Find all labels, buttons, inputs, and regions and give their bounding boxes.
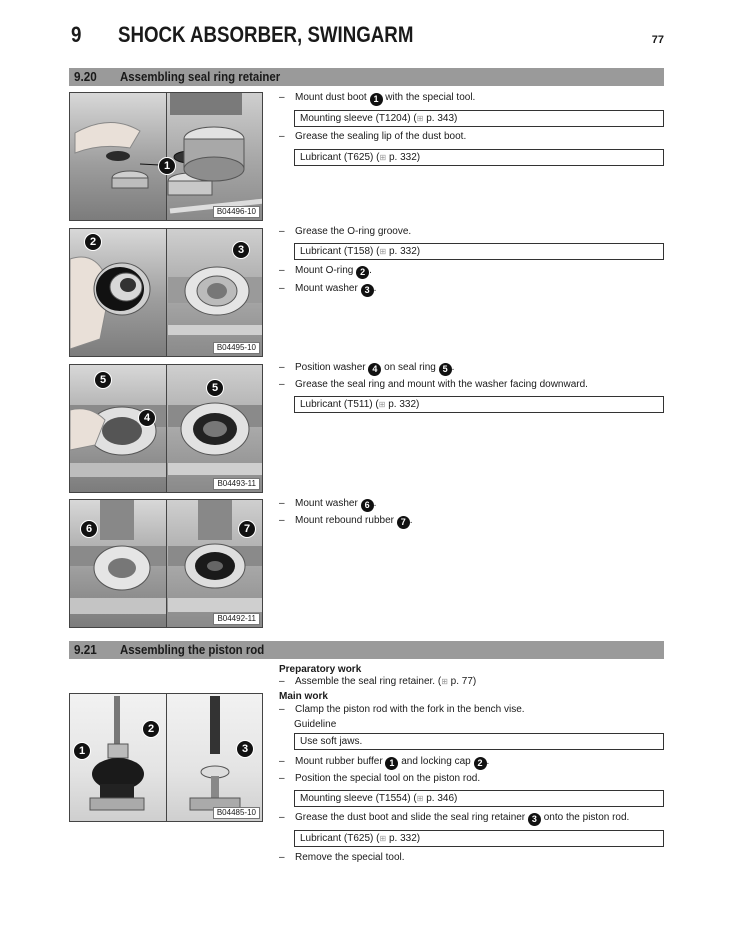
step-dash: – [279, 498, 285, 509]
step-dash: – [279, 812, 285, 823]
step-position-special-tool [279, 773, 480, 785]
step-mount-washer-6 [279, 498, 376, 512]
spec-text: Lubricant (T511) ( [300, 399, 379, 410]
section-title: Assembling seal ring retainer [120, 69, 281, 84]
step-dash: – [279, 704, 285, 715]
spec-text: Lubricant (T625) ( [300, 152, 380, 163]
section-number: 9.20 [74, 69, 97, 84]
callout-badge: 1 [385, 757, 398, 770]
chapter-title: SHOCK ABSORBER, SWINGARM [118, 22, 414, 47]
page-ref-icon: ⊞ [379, 153, 387, 162]
step-mount-dust-boot [279, 92, 475, 106]
step-period: . [486, 756, 490, 767]
spec-text: Lubricant (T158) ( [300, 246, 380, 257]
step-dash: – [279, 756, 285, 767]
step-text: Mount washer [295, 498, 358, 509]
step-dash: – [279, 362, 285, 373]
spec-text: Lubricant (T625) ( [300, 833, 380, 844]
callout-badge: 3 [361, 284, 374, 297]
spec-page-link[interactable]: p. 346) [426, 793, 458, 804]
spec-page-link[interactable]: p. 332) [388, 152, 421, 163]
photo-divider [166, 365, 167, 492]
step-text: Grease the O-ring groove. [295, 226, 412, 237]
spec-page-link[interactable]: p. 332) [388, 246, 421, 257]
page-ref-icon: ⊞ [441, 677, 448, 686]
callout-badge: 2 [356, 266, 369, 279]
step-mount-o-ring [279, 265, 372, 279]
spec-page-link[interactable]: p. 343) [426, 113, 458, 124]
spec-box-lubricant [294, 243, 664, 260]
photo-callout: 7 [238, 520, 256, 538]
section-title: Assembling the piston rod [120, 642, 265, 657]
photo-code: B04493-11 [213, 478, 260, 490]
photo-code: B04485-10 [213, 807, 260, 819]
section-header-9-21 [69, 641, 664, 659]
callout-badge: 4 [368, 363, 381, 376]
step-mount-rubber-buffer [279, 756, 489, 770]
step-text: Mount washer [295, 283, 358, 294]
photo-callout: 1 [158, 157, 176, 175]
photo-o-ring [69, 228, 263, 357]
step-grease-sealing-lip [279, 131, 466, 143]
photo-code: B04495-10 [213, 342, 260, 354]
photo-piston-rod [69, 693, 263, 822]
step-text: with the special tool. [385, 92, 476, 103]
spec-page-link[interactable]: p. 332) [388, 833, 421, 844]
page-ref-icon: ⊞ [378, 400, 386, 409]
step-dash: – [279, 265, 285, 276]
callout-badge: 6 [361, 499, 374, 512]
callout-badge: 3 [528, 813, 541, 826]
spec-box-lubricant [294, 149, 664, 166]
step-text: Clamp the piston rod with the fork in the bench vise. [295, 704, 525, 715]
step-text: Position the special tool on the piston rod. [295, 773, 481, 784]
step-dash: – [279, 379, 285, 390]
step-grease-dust-boot [279, 812, 629, 826]
step-remove-special-tool [279, 852, 405, 864]
guideline-text: Use soft jaws. [300, 736, 363, 747]
callout-badge: 7 [397, 516, 410, 529]
step-text: Mount O-ring [295, 265, 354, 276]
main-work-heading: Main work [279, 691, 328, 702]
step-text: Grease the seal ring and mount with the washer facing downward. [295, 379, 588, 390]
photo-callout: 4 [138, 409, 156, 427]
photo-dust-boot [69, 92, 263, 221]
photo-seal-ring [69, 364, 263, 493]
step-clamp-piston-rod [279, 704, 525, 716]
step-period: . [373, 283, 377, 294]
step-period: . [369, 265, 372, 276]
step-period: . [409, 515, 413, 526]
step-dash: – [279, 283, 285, 294]
photo-callout: 2 [142, 720, 160, 738]
spec-box-mounting-sleeve [294, 790, 664, 807]
spec-box-lubricant [294, 830, 664, 847]
spec-box-lubricant [294, 396, 664, 413]
page-ref-icon: ⊞ [416, 114, 424, 123]
step-text: Mount rubber buffer [295, 756, 383, 767]
step-dash: – [279, 773, 285, 784]
photo-callout: 1 [73, 742, 91, 760]
callout-badge: 2 [474, 757, 487, 770]
guideline-box [294, 733, 664, 750]
step-position-washer [279, 362, 454, 376]
page-ref-icon: ⊞ [379, 834, 387, 843]
photo-callout: 6 [80, 520, 98, 538]
page-ref-icon: ⊞ [379, 247, 387, 256]
photo-rebound-rubber [69, 499, 263, 628]
step-prep-assemble [279, 676, 476, 688]
page-ref-icon: ⊞ [416, 794, 424, 803]
step-grease-o-ring-groove [279, 226, 411, 238]
spec-text: Mounting sleeve (T1554) ( [300, 793, 417, 804]
spec-page-link[interactable]: p. 332) [388, 399, 420, 410]
step-dash: – [279, 226, 285, 237]
step-period: . [451, 362, 455, 373]
step-text: Remove the special tool. [295, 852, 405, 863]
step-text: onto the piston rod. [543, 812, 630, 823]
section-number: 9.21 [74, 642, 97, 657]
spec-text: Mounting sleeve (T1204) ( [300, 113, 417, 124]
photo-callout: 2 [84, 233, 102, 251]
step-text: Mount rebound rubber [295, 515, 394, 526]
step-dash: – [279, 676, 285, 687]
callout-badge: 1 [370, 93, 383, 106]
photo-divider [166, 500, 167, 627]
step-mount-washer [279, 283, 376, 297]
step-text: on seal ring [384, 362, 436, 373]
photo-callout: 3 [232, 241, 250, 259]
step-text: Assemble the seal ring retainer. ( [295, 676, 442, 687]
photo-callout: 3 [236, 740, 254, 758]
photo-code: B04496-10 [213, 206, 260, 218]
photo-divider [166, 229, 167, 356]
photo-divider [166, 694, 167, 821]
callout-badge: 5 [439, 363, 452, 376]
section-header-9-20 [69, 68, 664, 86]
step-dash: – [279, 92, 285, 103]
photo-callout: 5 [94, 371, 112, 389]
spec-box-mounting-sleeve [294, 110, 664, 127]
photo-code: B04492-11 [213, 613, 260, 625]
step-text: Position washer [295, 362, 366, 373]
step-text: Mount dust boot [295, 92, 367, 103]
step-dash: – [279, 131, 285, 142]
step-page-link[interactable]: p. 77) [450, 676, 477, 687]
step-period: . [373, 498, 377, 509]
step-text: and locking cap [401, 756, 471, 767]
preparatory-work-heading: Preparatory work [279, 664, 362, 675]
photo-callout: 5 [206, 379, 224, 397]
step-mount-rebound-rubber [279, 515, 413, 529]
step-text: Grease the sealing lip of the dust boot. [295, 131, 467, 142]
step-grease-seal-ring [279, 379, 588, 391]
page-number: 77 [651, 34, 664, 46]
step-text: Grease the dust boot and slide the seal ring retainer [295, 812, 526, 823]
chapter-number: 9 [71, 22, 82, 47]
guideline-label: Guideline [294, 719, 337, 730]
step-dash: – [279, 852, 285, 863]
step-dash: – [279, 515, 285, 526]
